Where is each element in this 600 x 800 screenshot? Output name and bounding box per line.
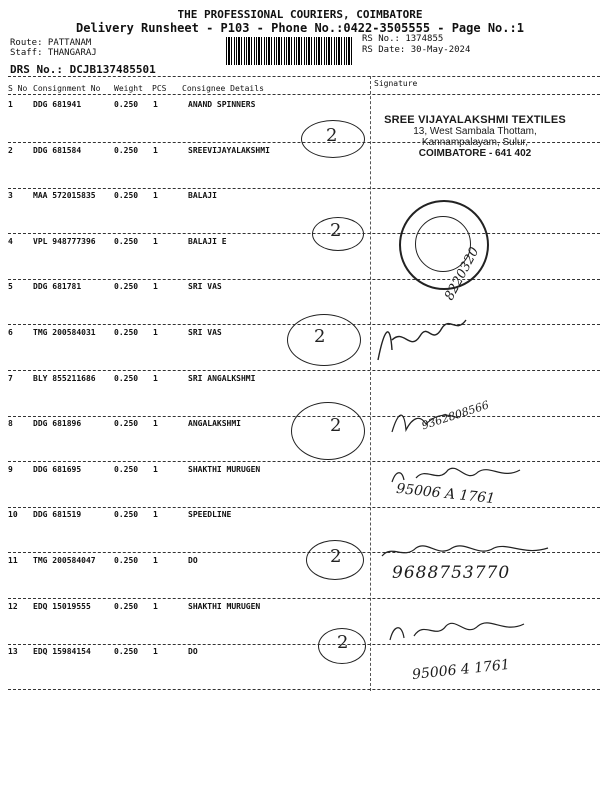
- consignee-name: SPEEDLINE: [188, 510, 232, 519]
- consignee-name: ANAND SPINNERS: [188, 100, 256, 109]
- row-separator: [8, 370, 600, 371]
- row-separator: [8, 507, 600, 508]
- row-sno: 3: [8, 191, 13, 200]
- handwritten-phone-number: 95006 A 1761: [395, 480, 496, 508]
- circled-count-text: 2: [330, 546, 342, 567]
- pcs-value: 1: [153, 191, 158, 200]
- row-sno: 12: [8, 602, 18, 611]
- stamp-address-line: Kannampalayam, Sulur,: [421, 137, 529, 148]
- circled-count-text: 2: [337, 632, 349, 653]
- pcs-value: 1: [153, 556, 158, 565]
- barcode: [226, 37, 354, 65]
- consignment-number: DDG 681584: [33, 146, 82, 155]
- stamp-city-line: COIMBATORE - 641 402: [418, 148, 532, 159]
- pcs-value: 1: [153, 237, 158, 246]
- company-title: THE PROFESSIONAL COURIERS, COIMBATORE: [177, 8, 423, 21]
- pcs-value: 1: [153, 146, 158, 155]
- pcs-value: 1: [153, 465, 158, 474]
- weight-value: 0.250: [114, 146, 139, 155]
- handwritten-phone-number: 9688753770: [392, 563, 511, 583]
- handwritten-phone-number: 9362808566: [420, 398, 491, 433]
- col-header-pcs: PCS: [152, 84, 167, 93]
- circled-count-text: 2: [330, 220, 342, 241]
- handwritten-phone-number: 8220320: [442, 244, 483, 304]
- weight-value: 0.250: [114, 602, 139, 611]
- consignee-name: BALAJI E: [188, 237, 227, 246]
- row-sno: 13: [8, 647, 18, 656]
- weight-value: 0.250: [114, 237, 139, 246]
- route-label: Route: PATTANAM: [10, 38, 92, 48]
- pcs-value: 1: [153, 374, 158, 383]
- pcs-value: 1: [153, 100, 158, 109]
- consignment-number: EDQ 15019555: [33, 602, 91, 611]
- rs-number: RS No.: 1374855: [362, 34, 444, 44]
- consignment-number: TMG 200584047: [33, 556, 96, 565]
- table-row: [0, 374, 600, 388]
- handwritten-signature: [384, 614, 544, 648]
- handwritten-phone-number: 95006 4 1761: [411, 656, 511, 684]
- row-sno: 6: [8, 328, 13, 337]
- row-sno: 4: [8, 237, 13, 246]
- consignee-name: SHAKTHI MURUGEN: [188, 602, 261, 611]
- weight-value: 0.250: [114, 556, 139, 565]
- row-sno: 1: [8, 100, 13, 109]
- weight-value: 0.250: [114, 328, 139, 337]
- row-sno: 5: [8, 282, 13, 291]
- consignee-name: SRI VAS: [188, 328, 222, 337]
- row-sno: 2: [8, 146, 13, 155]
- runsheet-subtitle: Delivery Runsheet - P103 - Phone No.:0422-3505555 - Page No.:1: [76, 21, 524, 35]
- circled-count-text: 2: [326, 125, 338, 146]
- row-separator: [8, 233, 600, 234]
- consignee-name: SRI ANGALKSHMI: [188, 374, 256, 383]
- consignment-number: EDQ 15984154: [33, 647, 91, 656]
- handwritten-signature: [378, 540, 558, 564]
- weight-value: 0.250: [114, 374, 139, 383]
- table-row: [0, 100, 600, 114]
- pcs-value: 1: [153, 602, 158, 611]
- weight-value: 0.250: [114, 282, 139, 291]
- consignee-name: DO: [188, 556, 198, 565]
- consignee-name: SRI VAS: [188, 282, 222, 291]
- stamp-address-line: 13, West Sambala Thottam,: [413, 126, 537, 137]
- consignee-name: SREEVIJAYALAKSHMI: [188, 146, 270, 155]
- col-header-weight: Weight: [114, 84, 143, 93]
- consignment-number: MAA 572015835: [33, 191, 96, 200]
- rs-date: RS Date: 30-May-2024: [362, 45, 471, 55]
- consignment-number: DDG 681941: [33, 100, 82, 109]
- table-row: [0, 510, 600, 524]
- round-company-stamp: [399, 200, 489, 290]
- circled-count-text: 2: [314, 326, 326, 347]
- consignment-number: TMG 200584031: [33, 328, 96, 337]
- row-separator: [8, 689, 600, 690]
- consignment-number: DDG 681519: [33, 510, 82, 519]
- table-row: [0, 647, 600, 661]
- col-header-signature: Signature: [374, 79, 418, 88]
- pcs-value: 1: [153, 647, 158, 656]
- drs-number: DRS No.: DCJB137485501: [10, 63, 156, 76]
- handwritten-signature: [370, 290, 530, 370]
- weight-value: 0.250: [114, 419, 139, 428]
- consignment-number: DDG 681695: [33, 465, 82, 474]
- weight-value: 0.250: [114, 191, 139, 200]
- stamp-company-name: SREE VIJAYALAKSHMI TEXTILES: [384, 114, 566, 126]
- row-sno: 9: [8, 465, 13, 474]
- table-row: [0, 237, 600, 251]
- pcs-value: 1: [153, 419, 158, 428]
- row-sno: 10: [8, 510, 18, 519]
- col-header-consignee: Consignee Details: [182, 84, 264, 93]
- row-separator: [8, 188, 600, 189]
- consignee-name: DO: [188, 647, 198, 656]
- consignee-name: BALAJI: [188, 191, 217, 200]
- row-sno: 7: [8, 374, 13, 383]
- consignment-number: VPL 948777396: [33, 237, 96, 246]
- col-header-sno: S No: [8, 84, 28, 93]
- row-separator: [8, 279, 600, 280]
- consignee-name: SHAKTHI MURUGEN: [188, 465, 261, 474]
- row-sno: 8: [8, 419, 13, 428]
- pcs-value: 1: [153, 328, 158, 337]
- consignment-number: BLY 855211686: [33, 374, 96, 383]
- header-bottom-rule: [8, 94, 600, 95]
- weight-value: 0.250: [114, 100, 139, 109]
- circled-count-text: 2: [330, 415, 342, 436]
- header-top-rule: [8, 76, 600, 77]
- weight-value: 0.250: [114, 510, 139, 519]
- company-stamp: [380, 114, 570, 159]
- row-sno: 11: [8, 556, 18, 565]
- pcs-value: 1: [153, 510, 158, 519]
- circled-count-mark: [291, 402, 365, 460]
- consignee-name: ANGALAKSHMI: [188, 419, 241, 428]
- weight-value: 0.250: [114, 647, 139, 656]
- consignment-number: DDG 681781: [33, 282, 82, 291]
- weight-value: 0.250: [114, 465, 139, 474]
- consignment-number: DDG 681896: [33, 419, 82, 428]
- pcs-value: 1: [153, 282, 158, 291]
- col-header-consignment: Consignment No: [33, 84, 101, 93]
- staff-label: Staff: THANGARAJ: [10, 48, 97, 58]
- row-separator: [8, 598, 600, 599]
- table-row: [0, 191, 600, 205]
